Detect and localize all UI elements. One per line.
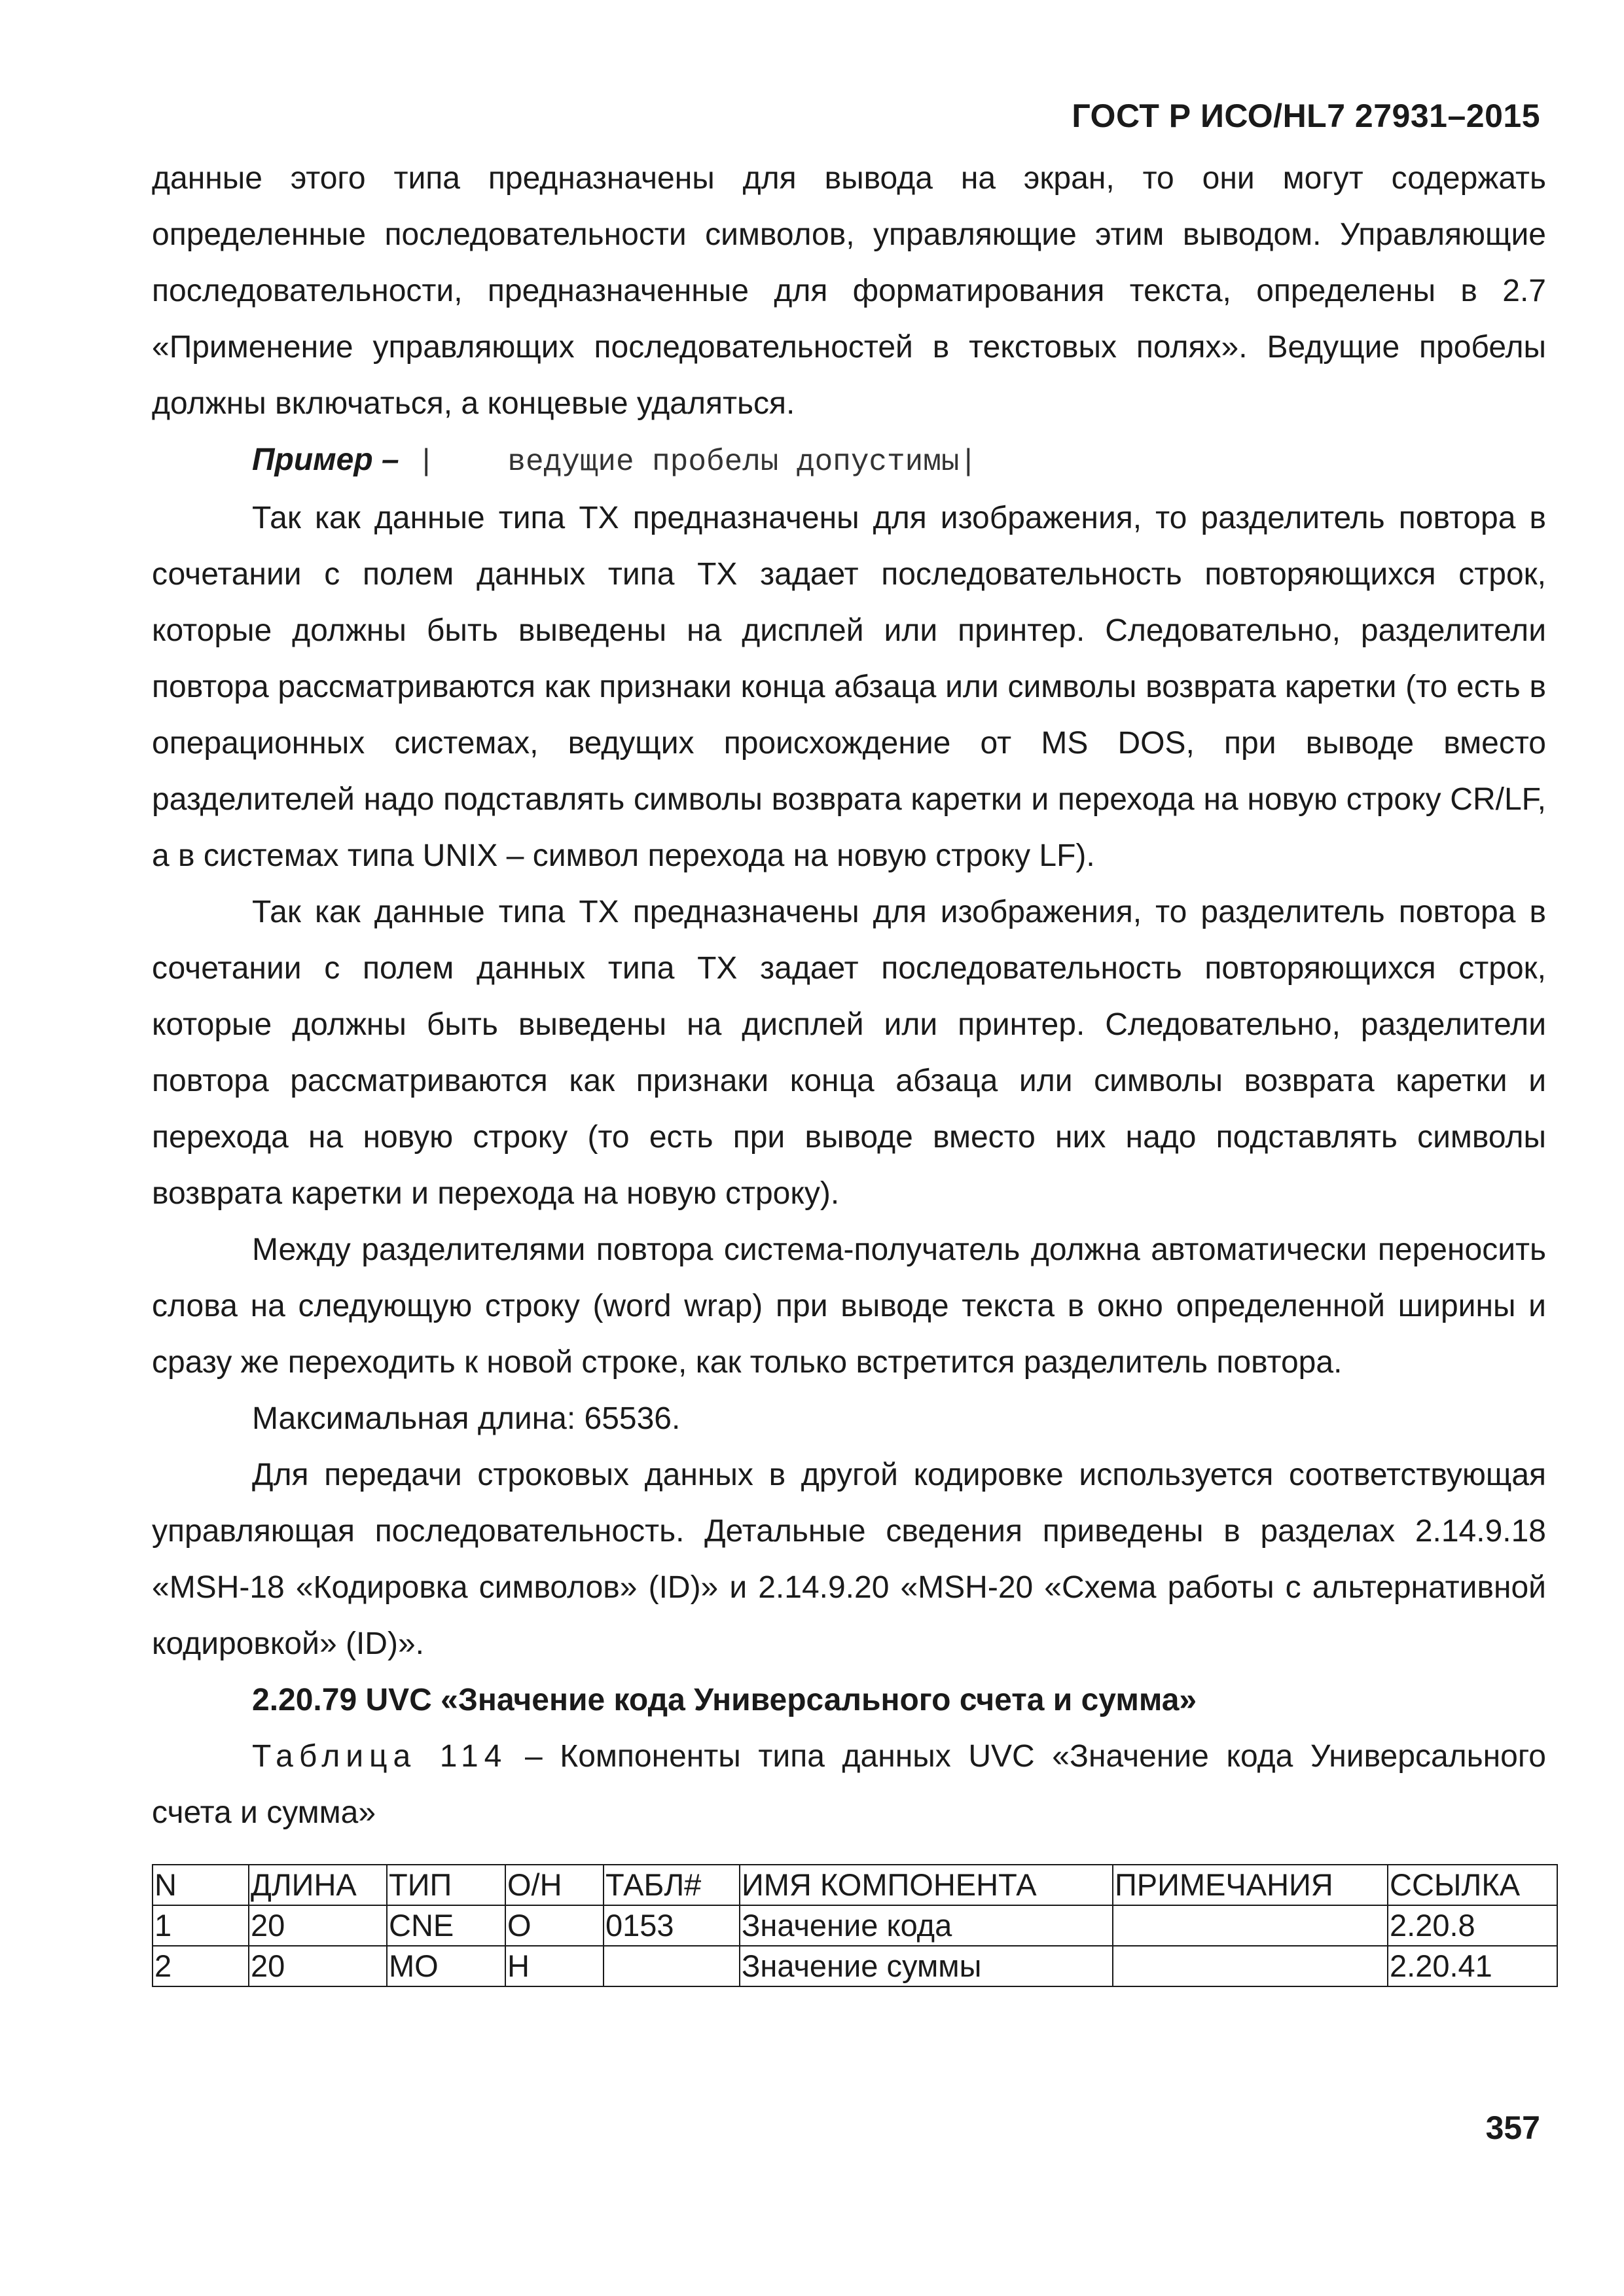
table-cell: MO [387, 1946, 505, 1986]
section-heading: 2.20.79 UVC «Значение кода Универсального счета и сумма» [252, 1683, 1197, 1717]
table-cell: О [505, 1905, 604, 1946]
table-header-row [153, 1865, 1557, 1905]
example-code: | ведущие пробелы допустимы| [399, 445, 978, 479]
header-cell-notes: ПРИМЕЧАНИЯ [1113, 1865, 1388, 1905]
header-cell-table: ТАБЛ# [604, 1865, 740, 1905]
standard-header: ГОСТ Р ИСО/HL7 27931–2015 [1072, 98, 1540, 134]
table-cell: 20 [249, 1905, 387, 1946]
paragraph-max-length: Максимальная длина: 65536. [252, 1401, 681, 1436]
table-cell: 1 [153, 1905, 249, 1946]
table-cell [1113, 1946, 1388, 1986]
table-cell: CNE [387, 1905, 505, 1946]
example-label: Пример – [252, 442, 399, 477]
table-cell: 20 [249, 1946, 387, 1986]
header-cell-n: N [153, 1865, 249, 1905]
table-row [153, 1905, 1557, 1946]
header-cell-component-name: ИМЯ КОМПОНЕНТА [740, 1865, 1113, 1905]
table-cell: 0153 [604, 1905, 740, 1946]
page-number: 357 [1485, 2109, 1540, 2146]
table-caption-text: – Компоненты типа данных UVC «Значение кода Универсального счета и сумма» [152, 1739, 1547, 1830]
table-caption-label: Таблица 114 [252, 1739, 508, 1774]
table-cell: 2 [153, 1946, 249, 1986]
paragraph-encoding: Для передачи строковых данных в другой кодировке используется соответствующая управляющая последовательность. Детальные сведения приведены в разделах 2.14.9.18 «MSH-18 «Кодировка символов» (ID)» и 2.14.9.20 «MSH-20 «Схема работы с альтернативной кодировкой» (ID)». [152, 1458, 1546, 1661]
table-cell: Значение суммы [740, 1946, 1113, 1986]
header-cell-type: ТИП [387, 1865, 505, 1905]
example-line [152, 432, 1546, 490]
table-cell [1113, 1905, 1388, 1946]
paragraph-continuation: данные этого типа предназначены для вывода на экран, то они могут содержать определенные последовательности символов, управляющие этим выводом. Управляющие последовательности, предназначенные для форматирования текста, определены в 2.7 «Применение управляющих последовательностей в текстовых полях». Ведущие пробелы должны включаться, а концевые удаляться. [152, 161, 1546, 421]
table-cell: Значение кода [740, 1905, 1113, 1946]
table-cell: 2.20.41 [1388, 1946, 1557, 1986]
header-cell-reference: ССЫЛКА [1388, 1865, 1557, 1905]
header-cell-length: ДЛИНА [249, 1865, 387, 1905]
table-cell: 2.20.8 [1388, 1905, 1557, 1946]
paragraph-tx-display-repeat: Так как данные типа TX предназначены для изображения, то разделитель повтора в сочетании с полем данных типа TX задает последовательность повторяющихся строк, которые должны быть выведены на дисплей или принтер. Следовательно, разделители повтора рассматриваются как признаки конца абзаца или символы возврата каретки и перехода на новую строку (то есть при выводе вместо них надо подставлять символы возврата каретки и перехода на новую строку). [152, 895, 1546, 1211]
table-row [153, 1946, 1557, 1986]
body-text [152, 151, 1546, 1841]
table-caption [152, 1729, 1546, 1841]
table-cell [604, 1946, 740, 1986]
header-cell-optionality: О/Н [505, 1865, 604, 1905]
table-cell: Н [505, 1946, 604, 1986]
components-table [152, 1864, 1558, 1987]
paragraph-tx-display: Так как данные типа TX предназначены для изображения, то разделитель повтора в сочетании с полем данных типа TX задает последовательность повторяющихся строк, которые должны быть выведены на дисплей или принтер. Следовательно, разделители повтора рассматриваются как признаки конца абзаца или символы возврата каретки (то есть в операционных системах, ведущих происхождение от MS DOS, при выводе вместо разделителей надо подставлять символы возврата каретки и перехода на новую строку CR/LF, а в системах типа UNIX – символ перехода на новую строку LF). [152, 501, 1546, 873]
paragraph-word-wrap: Между разделителями повтора система-получатель должна автоматически переносить слова на следующую строку (word wrap) при выводе текста в окно определенной ширины и сразу же переходить к новой строке, как только встретится разделитель повтора. [152, 1232, 1546, 1380]
